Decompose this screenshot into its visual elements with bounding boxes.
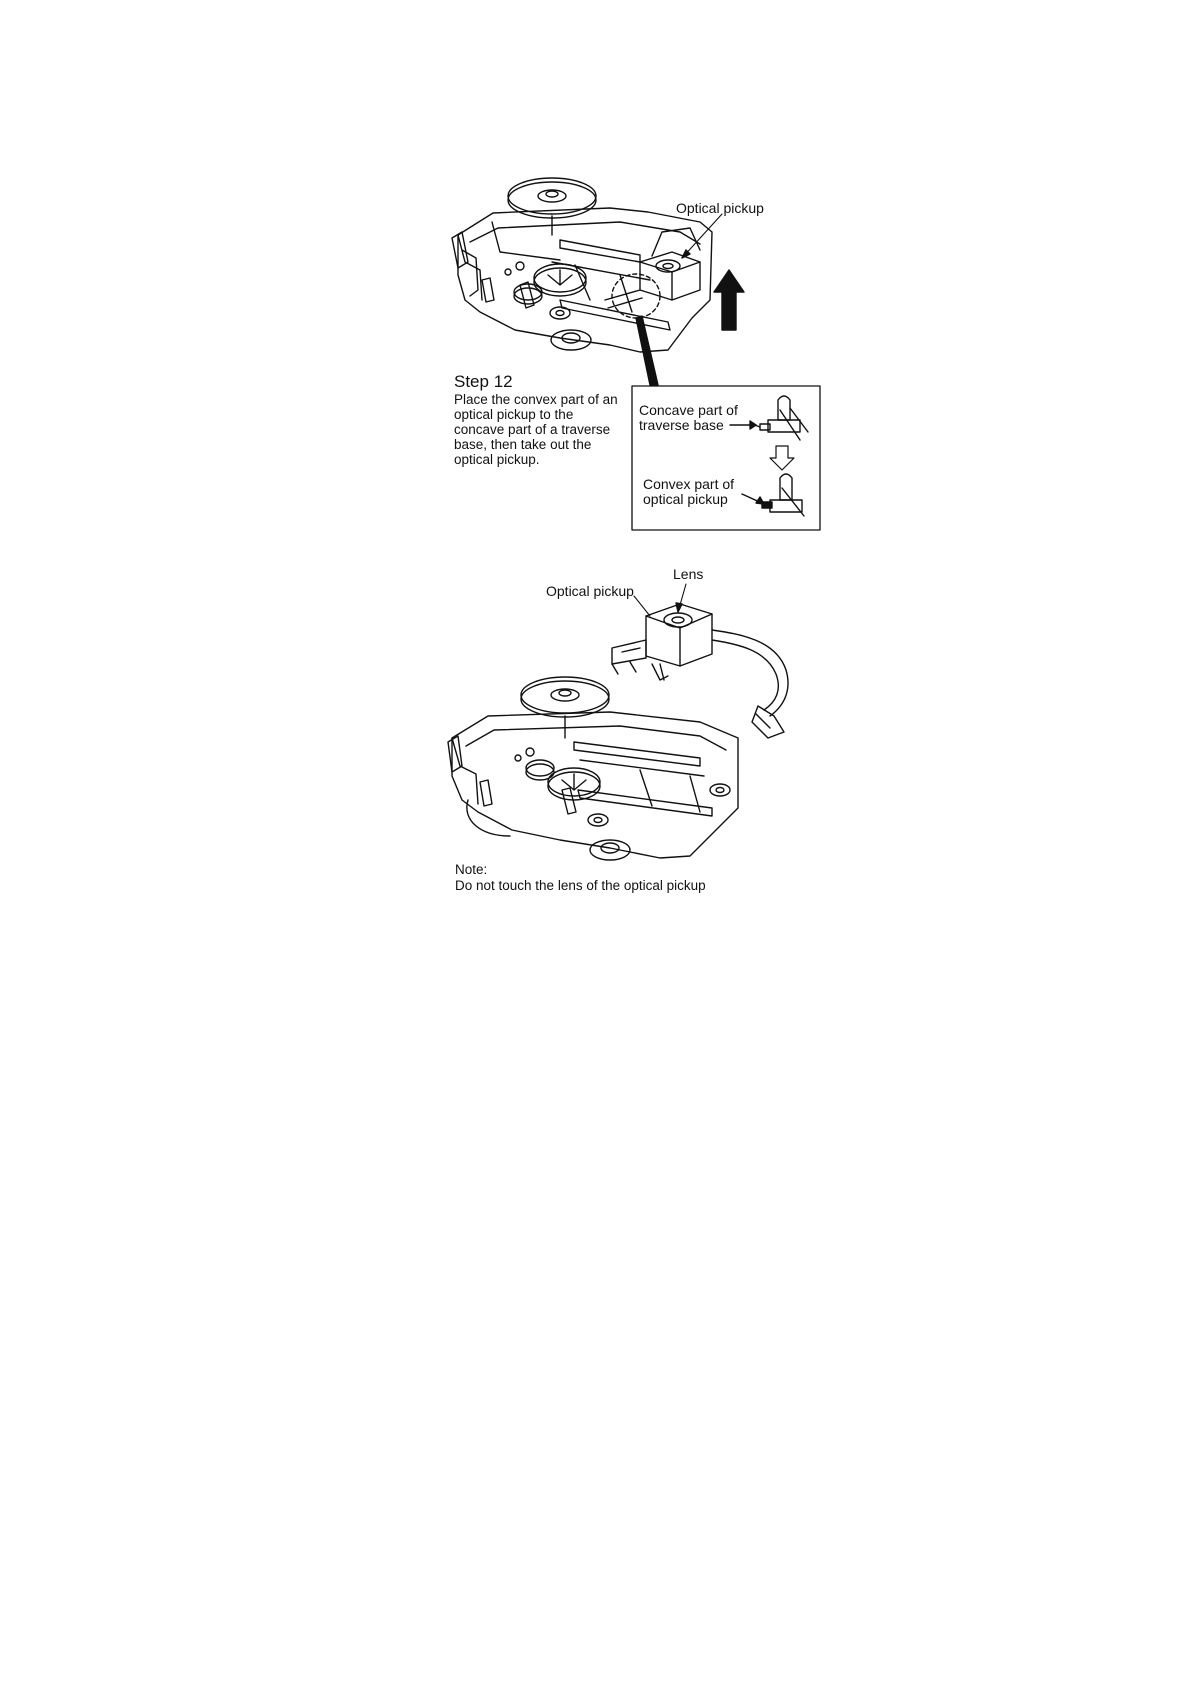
note-text: Do not touch the lens of the optical pickup	[455, 878, 706, 893]
optical-pickup-label: Optical pickup	[676, 200, 764, 216]
note-title: Note:	[455, 862, 488, 877]
concave-part-label: Concave part of traverse base	[639, 402, 738, 433]
traverse-chassis-bottom	[448, 712, 738, 860]
gear-assembly-2	[515, 748, 600, 800]
step-title: Step 12	[454, 372, 513, 391]
optical-pickup-label-2: Optical pickup	[546, 583, 634, 599]
lens-label: Lens	[673, 566, 704, 582]
convex-part-label: Convex part of optical pickup	[643, 476, 735, 507]
pickup-leader	[634, 596, 650, 616]
optical-pickup-removed	[612, 604, 788, 738]
step-instructions: Place the convex part of an optical pickup to the concave part of a traverse base, then take out the optical pickup.	[454, 392, 618, 467]
